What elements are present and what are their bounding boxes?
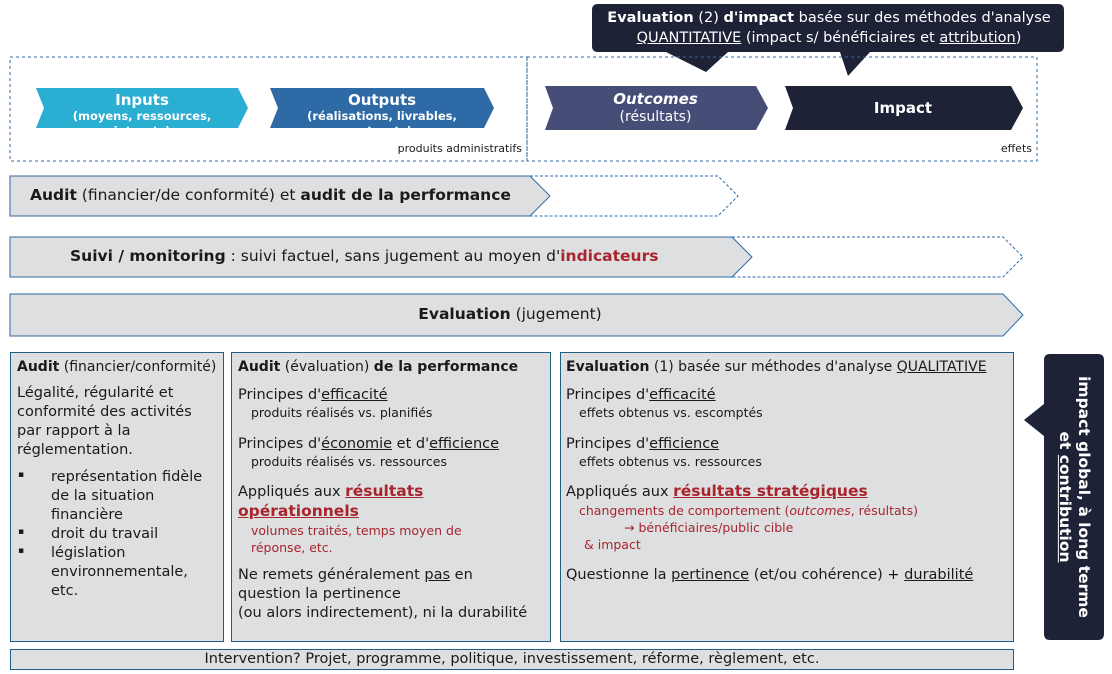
evaluation-band-label	[10, 305, 1010, 323]
suivi-band-label-b: : suivi factuel, sans jugement au moyen d'	[225, 247, 561, 265]
principle-keyword: efficacité	[321, 387, 388, 403]
bullet-square-icon: ▪	[18, 546, 25, 556]
bullet-text: environnementale,	[51, 564, 188, 580]
principle-keyword: économie	[321, 436, 393, 452]
audit-compliance-line: réglementation.	[17, 442, 133, 458]
applied-text: Appliqués aux	[238, 484, 346, 500]
note-text: (ou alors indirectement), ni la durabilité	[238, 605, 528, 621]
relevance-text: Questionne la	[566, 567, 672, 583]
bullet-text: législation	[51, 545, 126, 561]
operational-results-detail: réponse, etc.	[251, 540, 333, 555]
principle-text: et d'	[392, 436, 430, 452]
side-tab-line2a: et	[1056, 431, 1075, 455]
principle-detail: produits réalisés vs. ressources	[251, 454, 447, 469]
effectiveness-block	[238, 386, 544, 421]
side-tab-line1: impact global, à long terme	[1075, 376, 1094, 618]
suivi-band-label	[70, 247, 658, 265]
audit-compliance-box	[10, 352, 224, 642]
bullet-text: représentation fidèle	[51, 469, 203, 485]
intervention-footer-text: Intervention? Projet, programme, politique, investissement, réforme, règlement, etc.	[204, 651, 820, 667]
principle-keyword: efficacité	[649, 387, 716, 403]
audit-compliance-title	[17, 358, 217, 376]
note-text: Ne remets généralement	[238, 567, 425, 583]
principle-keyword: efficience	[649, 436, 720, 452]
strategic-results-beneficiaries: → bénéficiaires/public cible	[624, 520, 794, 535]
side-tab-text	[1055, 376, 1093, 618]
callout-text-quantitative: QUANTITATIVE	[636, 30, 742, 46]
callout-text-number: (2)	[693, 10, 724, 26]
qualitative-evaluation-title-c: QUALITATIVE	[896, 359, 987, 375]
strategic-results-keyword: résultats stratégiques	[673, 482, 868, 500]
impact-label	[793, 99, 1013, 117]
audit-band-label-b: (financier/de conformité) et	[76, 186, 301, 204]
outcomes-subtitle: (résultats)	[619, 109, 692, 125]
bullet-square-icon: ▪	[18, 470, 25, 480]
performance-audit-title	[238, 358, 544, 376]
note-keyword: pas	[424, 567, 451, 583]
strategic-results-impact: & impact	[584, 537, 641, 552]
operational-results-detail: volumes traités, temps moyen de	[251, 523, 462, 538]
callout-text-close: )	[1015, 30, 1022, 46]
outputs-label	[278, 91, 486, 139]
performance-audit-title-b: (évaluation)	[280, 359, 374, 375]
principle-detail: produits réalisés vs. planifiés	[251, 405, 433, 420]
evaluation-band-label-a: Evaluation	[418, 305, 511, 323]
bullet-square-icon: ▪	[18, 527, 25, 537]
relevance-text: (et/ou cohérence) +	[749, 567, 905, 583]
strategic-results-detail: changements de comportement (	[579, 503, 790, 518]
qualitative-evaluation-box	[560, 352, 1014, 642]
principle-detail: effets obtenus vs. escomptés	[579, 405, 763, 420]
suivi-band-label-indicators: indicateurs	[560, 247, 659, 265]
principle-text: Principes d'	[566, 436, 650, 452]
callout-text-evaluation: Evaluation	[607, 10, 694, 26]
callout-text-methods: basée sur des méthodes d'analyse	[794, 10, 1051, 26]
bullet-item	[17, 544, 217, 601]
bullet-text: etc.	[51, 583, 79, 599]
suivi-band-outline	[732, 237, 1023, 277]
audit-band-label	[30, 186, 511, 204]
outcomes-label	[553, 90, 758, 126]
efficiency-block	[566, 435, 1008, 470]
qualitative-evaluation-title	[566, 358, 1008, 376]
bullet-item	[17, 525, 217, 544]
audit-compliance-bullets	[17, 468, 217, 601]
bullet-item	[17, 468, 217, 525]
suivi-band-label-a: Suivi / monitoring	[70, 247, 226, 265]
effectiveness-block	[566, 386, 1008, 421]
qualitative-evaluation-title-b: (1) basée sur méthodes d'analyse	[649, 359, 897, 375]
audit-compliance-paragraph	[17, 384, 217, 460]
callout-text-beneficiaries: (impact s/ bénéficiaires et	[741, 30, 940, 46]
principle-detail: effets obtenus vs. ressources	[579, 454, 762, 469]
principle-text: Principes d'	[238, 387, 322, 403]
relevance-keyword: pertinence	[671, 567, 750, 583]
performance-audit-box	[231, 352, 551, 642]
principle-text: Principes d'	[238, 436, 322, 452]
qualitative-evaluation-title-a: Evaluation	[566, 359, 650, 375]
audit-band-label-a: Audit	[30, 186, 77, 204]
audit-band-label-c: audit de la performance	[300, 186, 511, 204]
audit-band-outline	[530, 176, 738, 216]
note-text: en	[450, 567, 473, 583]
audit-compliance-title-b: (financier/conformité)	[59, 359, 217, 375]
economy-efficiency-block	[238, 435, 544, 470]
applied-text: Appliqués aux	[566, 484, 674, 500]
performance-audit-title-a: Audit	[238, 359, 281, 375]
effects-tag: effets	[1000, 142, 1032, 155]
side-tab-text-wrap	[1044, 354, 1104, 640]
bullet-text: de la situation	[51, 488, 155, 504]
inputs-label	[44, 91, 240, 139]
principle-keyword: efficience	[429, 436, 500, 452]
impact-evaluation-callout	[596, 8, 1062, 48]
outcomes-title: Outcomes	[613, 90, 698, 108]
relevance-note-block	[238, 566, 544, 623]
impact-title: Impact	[873, 99, 933, 117]
inputs-title: Inputs	[115, 91, 169, 109]
outputs-tag: produits administratifs	[397, 142, 522, 155]
audit-compliance-title-a: Audit	[17, 359, 60, 375]
outputs-title: Outputs	[347, 91, 417, 109]
inputs-subtitle: (moyens, ressources, intrants)	[72, 109, 212, 138]
bullet-text: droit du travail	[51, 526, 159, 542]
strategic-results-block	[566, 482, 1008, 553]
note-text: question la pertinence	[238, 586, 401, 602]
principle-text: Principes d'	[566, 387, 650, 403]
callout-text-attribution: attribution	[939, 30, 1016, 46]
callout-text-impact: d'impact	[723, 10, 795, 26]
side-tab-contribution: contribution	[1056, 454, 1075, 563]
audit-compliance-line: par rapport à la	[17, 423, 131, 439]
operational-results-keyword: résultats opérationnels	[238, 482, 424, 520]
sustainability-keyword: durabilité	[904, 567, 974, 583]
audit-compliance-line: Légalité, régularité et	[17, 385, 174, 401]
performance-audit-title-c: de la performance	[373, 359, 519, 375]
evaluation-band-label-b: (jugement)	[510, 305, 602, 323]
audit-compliance-line: conformité des activités	[17, 404, 192, 420]
operational-results-block	[238, 482, 544, 556]
strategic-results-outcomes: outcomes	[789, 503, 851, 518]
relevance-block	[566, 566, 1008, 585]
intervention-footer	[10, 649, 1014, 670]
outputs-subtitle: (réalisations, livrables, extrants)	[307, 109, 457, 138]
strategic-results-detail: , résultats)	[850, 503, 918, 518]
bullet-text: financière	[51, 507, 123, 523]
